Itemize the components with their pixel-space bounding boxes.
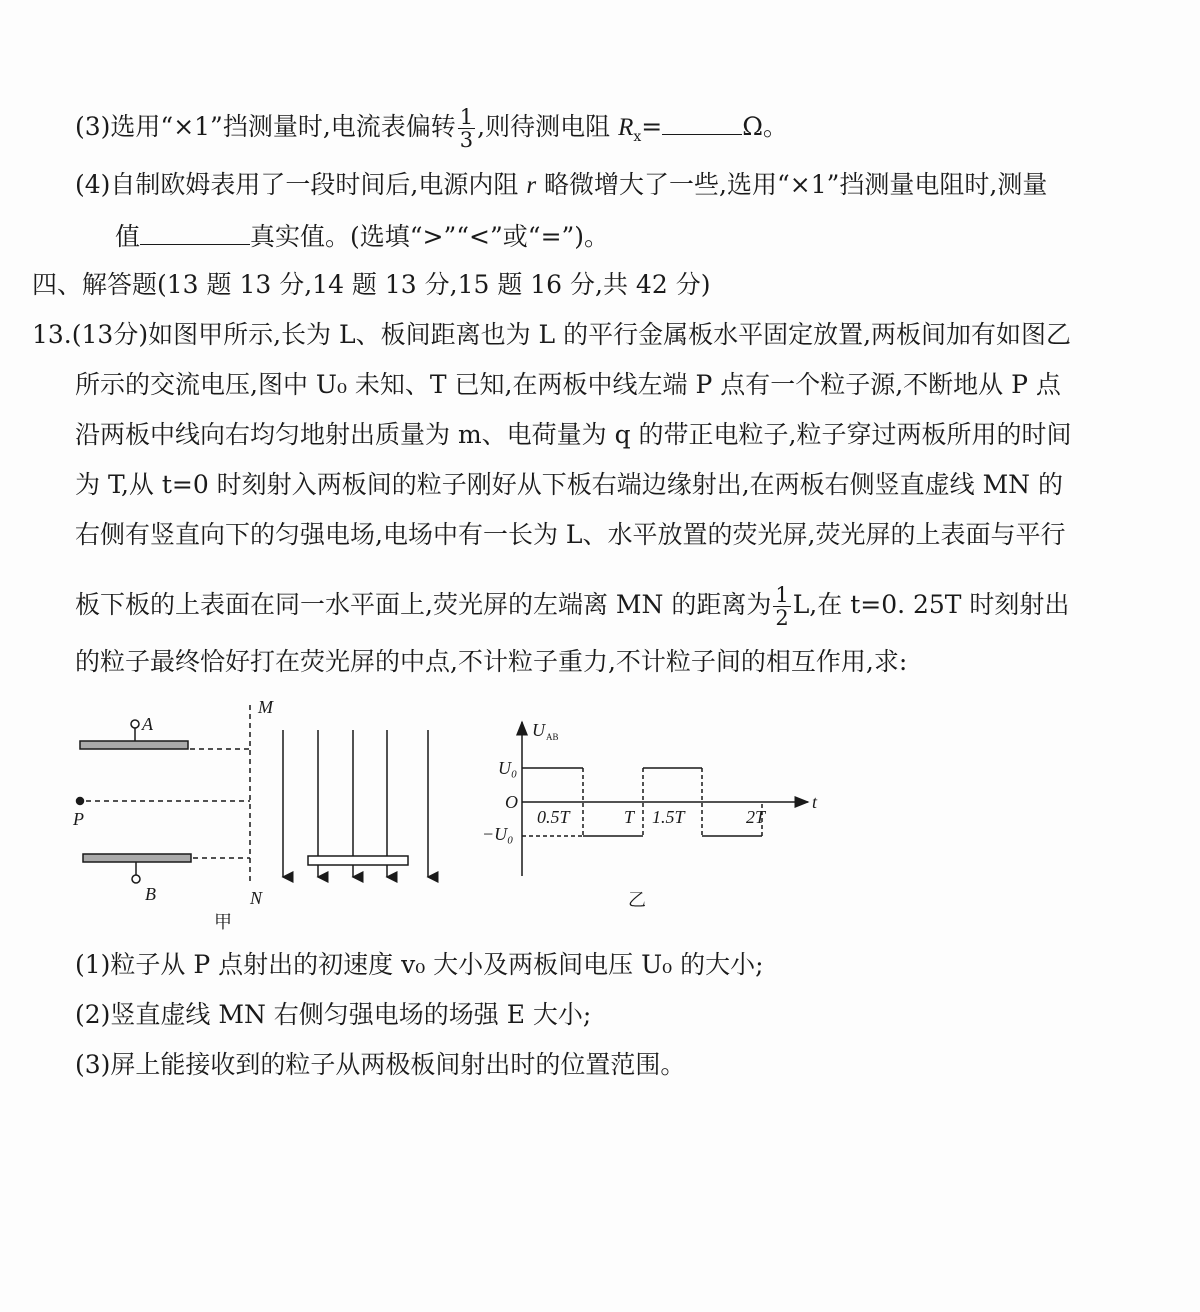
section-title: 四、解答题(13 题 13 分,14 题 13 分,15 题 16 分,共 42 分) [32,270,711,299]
q13-sub2: (2)竖直虚线 MN 右侧匀强电场的场强 E 大小; [75,1000,592,1029]
fraction: $\frac{1}{2}$ [775,583,789,631]
q13-line: 13.(13分)如图甲所示,长为 L、板间距离也为 L 的平行金属板水平固定放置,两板间加有如图乙 [32,320,1072,349]
svg-text:0.5T: 0.5T [537,807,570,827]
figure-yi [522,722,808,876]
plate-b [83,854,191,862]
figure-jia [77,705,429,885]
svg-text:T: T [624,807,635,827]
svg-text:U: U [532,720,545,740]
q13-sub1: (1)粒子从 P 点射出的初速度 v₀ 大小及两板间电压 U₀ 的大小; [75,950,764,979]
svg-text:A: A [142,714,153,734]
svg-text:2T: 2T [746,807,766,827]
q12-part3: (3)选用“×1”挡测量时,电流表偏转 $\frac{1}{3}$ ,则待测电阻 $R_x= \Omega$。 [75,105,788,153]
fraction: $\frac{1}{3}$ [459,105,474,153]
svg-text:P: P [73,809,84,829]
svg-text:N: N [250,888,263,908]
svg-text:B: B [145,884,156,904]
svg-text:M: M [258,697,273,717]
q13-line: 右侧有竖直向下的匀强电场,电场中有一长为 L、水平放置的荧光屏,荧光屏的上表面与平行 [75,520,1066,549]
q13-sub3: (3)屏上能接收到的粒子从两极板间射出时的位置范围。 [75,1050,686,1079]
field-lines [283,730,428,877]
q13-line: 板下板的上表面在同一水平面上,荧光屏的左端离 MN 的距离为 $\frac{1}{2}$ L,在 t=0. 25T 时刻射出 [75,583,1070,631]
svg-text:−U₀: −U₀ [482,824,514,844]
q12-part4: (4)自制欧姆表用了一段时间后,电源内阻 r 略微增大了一些,选用“×1”挡测量电阻时,测量 [75,170,1048,199]
svg-text:甲: 甲 [214,912,232,932]
svg-text:1.5T: 1.5T [652,807,685,827]
q13-line: 为 T,从 t=0 时刻射入两板间的粒子刚好从下板右端边缘射出,在两板右侧竖直虚线 MN 的 [75,470,1064,499]
q12-part4-line2: 值 真实值。(选填“>”“<”或“=”)。 [115,222,610,251]
q13-line: 的粒子最终恰好打在荧光屏的中点,不计粒子重力,不计粒子间的相互作用,求: [75,647,908,676]
svg-text:O: O [505,792,518,812]
svg-text:U₀: U₀ [498,758,518,778]
q13-line: 沿两板中线向右均匀地射出质量为 m、电荷量为 q 的带正电粒子,粒子穿过两板所用的时间 [75,420,1072,449]
svg-text:AB: AB [546,732,559,742]
q13-line: 所示的交流电压,图中 U₀ 未知、T 已知,在两板中线左端 P 点有一个粒子源,不断地从 P 点 [75,370,1061,399]
plate-a [80,741,188,749]
svg-text:乙: 乙 [628,890,646,910]
svg-text:t: t [812,792,818,812]
fluorescent-screen [308,856,408,865]
